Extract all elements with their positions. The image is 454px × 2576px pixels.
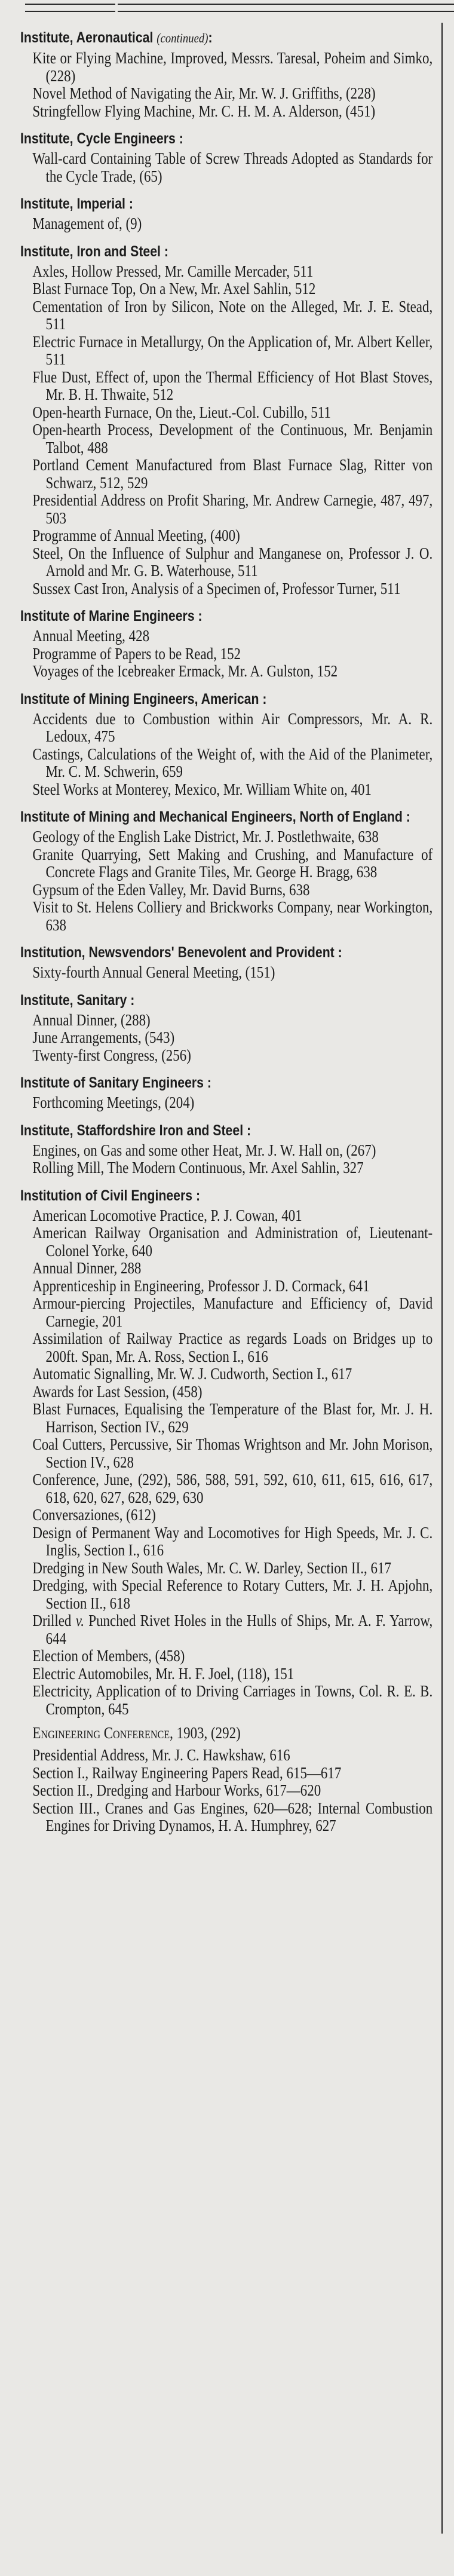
index-entry: Blast Furnace Top, On a New, Mr. Axel Sahlin, 512 bbox=[32, 280, 316, 298]
section-heading: Institute of Mining and Mechanical Engineers, North of England : bbox=[20, 808, 410, 825]
index-entry: Accidents due to Combustion within Air Compressors, Mr. A. R. Ledoux, 475 bbox=[32, 709, 433, 745]
heading-text: Institute of Marine Engineers bbox=[20, 608, 195, 624]
section-heading: Institute, Staffordshire Iron and Steel : bbox=[20, 1122, 251, 1139]
index-section bbox=[20, 243, 432, 598]
index-entry: Geology of the English Lake District, Mr. J. Postlethwaite, 638 bbox=[32, 828, 379, 846]
index-entry: Assimilation of Railway Practice as regards Loads on Bridges up to 200ft. Span, Mr. A. Ross, Section I., 616 bbox=[32, 1330, 433, 1365]
index-entry: Apprenticeship in Engineering, Professor J. D. Cormack, 641 bbox=[32, 1276, 370, 1295]
entry-italic: v. bbox=[75, 1612, 84, 1629]
index-entry: Visit to St. Helens Colliery and Brickworks Company, near Workington, 638 bbox=[32, 898, 433, 934]
index-entry: American Locomotive Practice, P. J. Cowan, 401 bbox=[32, 1206, 302, 1224]
index-entry: Presidential Address on Profit Sharing, Mr. Andrew Carnegie, 487, 497, 503 bbox=[32, 491, 433, 527]
index-entry: Wall-card Containing Table of Screw Threads Adopted as Standards for the Cycle Trade, (65) bbox=[32, 149, 433, 185]
index-entry: Electricity, Application of to Driving Carriages in Towns, Col. R. E. B. Crompton, 645 bbox=[32, 1682, 433, 1718]
index-entry: June Arrangements, (543) bbox=[32, 1028, 175, 1046]
index-entry: Automatic Signalling, Mr. W. J. Cudworth, Section I., 617 bbox=[32, 1365, 352, 1383]
index-entry: Conference, June, (292), 586, 588, 591, 592, 610, 611, 615, 616, 617, 618, 620, 627, 628, 629, 630 bbox=[32, 1471, 433, 1506]
index-entry bbox=[32, 1612, 432, 1647]
section-heading: Institute, Aeronautical (continued): bbox=[20, 29, 213, 46]
section-heading: Institute of Sanitary Engineers : bbox=[20, 1074, 211, 1091]
index-entry: Section I., Railway Engineering Papers Read, 615—617 bbox=[32, 1763, 342, 1782]
index-entry: Coal Cutters, Percussive, Sir Thomas Wrightson and Mr. John Morison, Section IV., 628 bbox=[32, 1435, 433, 1471]
index-section bbox=[20, 1187, 432, 1835]
index-section bbox=[20, 690, 432, 799]
index-entry: Granite Quarrying, Sett Making and Crushing, and Manufacture of Concrete Flags and Granite Tiles, Mr. George H. Bragg, 638 bbox=[32, 845, 433, 881]
index-section bbox=[20, 808, 432, 934]
index-entry: Programme of Annual Meeting, (400) bbox=[32, 526, 240, 544]
entry-text: Drilled bbox=[32, 1612, 76, 1629]
entry-text: Punched Rivet Holes in the Hulls of Ships, Mr. A. F. Yarrow, 644 bbox=[45, 1612, 433, 1647]
section-heading: Institute of Mining Engineers, American : bbox=[20, 690, 267, 707]
index-entry: Blast Furnaces, Equalising the Temperature of the Blast for, Mr. J. H. Harrison, Section IV., 629 bbox=[32, 1400, 433, 1436]
heading-text: Institute, Cycle Engineers bbox=[20, 130, 176, 147]
index-entry: Axles, Hollow Pressed, Mr. Camille Mercader, 511 bbox=[32, 262, 314, 280]
section-heading: Institution, Newsvendors' Benevolent and Provident : bbox=[20, 944, 342, 961]
heading-text: Institute of Mining and Mechanical Engineers, North of England bbox=[20, 808, 403, 825]
index-entry: Engines, on Gas and some other Heat, Mr. J. W. Hall on, (267) bbox=[32, 1141, 376, 1159]
index-entry: Stringfellow Flying Machine, Mr. C. H. M. A. Alderson, (451) bbox=[32, 102, 376, 120]
index-entry: Steel, On the Influence of Sulphur and Manganese on, Professor J. O. Arnold and Mr. G. B. Waterhouse, 511 bbox=[32, 544, 433, 580]
index-entry: Design of Permanent Way and Locomotives for High Speeds, Mr. J. C. Inglis, Section I., 616 bbox=[32, 1523, 433, 1559]
index-entry: Electric Furnace in Metallurgy, On the Application of, Mr. Albert Keller, 511 bbox=[32, 332, 433, 368]
top-rule bbox=[25, 4, 454, 5]
index-entry: Kite or Flying Machine, Improved, Messrs. Taresal, Poheim and Simko, (228) bbox=[32, 49, 433, 85]
heading-text: Institute of Mining Engineers, American bbox=[20, 690, 259, 707]
index-entry: Portland Cement Manufactured from Blast Furnace Slag, Ritter von Schwarz, 512, 529 bbox=[32, 456, 433, 492]
index-entry: Flue Dust, Effect of, upon the Thermal Efficiency of Hot Blast Stoves, Mr. B. H. Thwaite, 512 bbox=[32, 367, 433, 403]
index-entry: Forthcoming Meetings, (204) bbox=[32, 1094, 195, 1111]
index-entry: Sixty-fourth Annual General Meeting, (151) bbox=[32, 963, 275, 981]
heading-text: Institute, Staffordshire Iron and Steel bbox=[20, 1122, 244, 1139]
index-entry: Management of, (9) bbox=[32, 215, 142, 232]
subsection-heading bbox=[32, 1724, 432, 1742]
heading-note: (continued) bbox=[157, 30, 208, 45]
index-entry: Presidential Address, Mr. J. C. Hawkshaw, 616 bbox=[32, 1746, 290, 1764]
index-entry: Twenty-first Congress, (256) bbox=[32, 1046, 191, 1064]
index-entry: Conversaziones, (612) bbox=[32, 1506, 156, 1524]
index-section bbox=[20, 607, 432, 681]
index-entry: Section II., Dredging and Harbour Works, 617—620 bbox=[32, 1781, 321, 1799]
section-heading: Institute of Marine Engineers : bbox=[20, 608, 203, 624]
section-heading: Institute, Sanitary : bbox=[20, 991, 135, 1009]
index-section bbox=[20, 991, 432, 1065]
heading-text: Institution, Newsvendors' Benevolent and Provident bbox=[20, 944, 335, 961]
index-entry: Rolling Mill, The Modern Continuous, Mr. Axel Sahlin, 327 bbox=[32, 1159, 364, 1177]
index-entry: Open-hearth Process, Development of the Continuous, Mr. Benjamin Talbot, 488 bbox=[32, 421, 433, 457]
index-entry: Dredging in New South Wales, Mr. C. W. Darley, Section II., 617 bbox=[32, 1558, 391, 1577]
index-entry: Annual Meeting, 428 bbox=[32, 627, 150, 645]
index-section bbox=[20, 130, 432, 185]
heading-text: Institute, Aeronautical bbox=[20, 29, 154, 46]
index-entry: Awards for Last Session, (458) bbox=[32, 1382, 203, 1401]
index-column bbox=[20, 29, 432, 1835]
index-entry: Programme of Papers to be Read, 152 bbox=[32, 644, 241, 663]
index-entry: Electric Automobiles, Mr. H. F. Joel, (118), 151 bbox=[32, 1664, 295, 1683]
index-entry: Cementation of Iron by Silicon, Note on the Alleged, Mr. J. E. Stead, 511 bbox=[32, 297, 433, 333]
index-entry: American Railway Organisation and Administration of, Lieutenant-Colonel Yorke, 640 bbox=[32, 1224, 433, 1260]
index-entry: Voyages of the Icebreaker Ermack, Mr. A. Gulston, 152 bbox=[32, 662, 338, 680]
index-entry: Sussex Cast Iron, Analysis of a Specimen of, Professor Turner, 511 bbox=[32, 579, 401, 598]
index-entry: Gypsum of the Eden Valley, Mr. David Burns, 638 bbox=[32, 880, 310, 899]
index-entry: Annual Dinner, 288 bbox=[32, 1259, 142, 1277]
heading-text: Institute of Sanitary Engineers bbox=[20, 1074, 204, 1091]
index-section bbox=[20, 195, 432, 233]
heading-text: Institute, Iron and Steel bbox=[20, 243, 161, 260]
column-divider bbox=[441, 23, 443, 2534]
index-section bbox=[20, 1074, 432, 1112]
top-rule bbox=[25, 11, 454, 12]
index-entry: Novel Method of Navigating the Air, Mr. W. J. Griffiths, (228) bbox=[32, 84, 376, 102]
section-heading: Institution of Civil Engineers : bbox=[20, 1187, 201, 1204]
heading-text: Institution of Civil Engineers bbox=[20, 1187, 193, 1204]
heading-text: Institute, Imperial bbox=[20, 195, 125, 212]
index-section bbox=[20, 944, 432, 982]
index-entry: Section III., Cranes and Gas Engines, 620—628; Internal Combustion Engines for Driving Dynamos, H. A. Humphrey, 627 bbox=[32, 1799, 433, 1834]
rule-gap bbox=[115, 0, 118, 16]
index-entry: Dredging, with Special Reference to Rotary Cutters, Mr. J. H. Apjohn, Section II., 618 bbox=[32, 1576, 433, 1612]
subsection-rest: , 1903, (292) bbox=[170, 1724, 241, 1742]
index-entry: Steel Works at Monterey, Mexico, Mr. William White on, 401 bbox=[32, 780, 372, 798]
section-heading: Institute, Cycle Engineers : bbox=[20, 130, 183, 147]
index-entry: Election of Members, (458) bbox=[32, 1647, 185, 1665]
subsection-title: Engineering Conference bbox=[32, 1724, 170, 1742]
index-section bbox=[20, 29, 432, 120]
section-heading: Institute, Imperial : bbox=[20, 195, 133, 212]
heading-note-text: continued bbox=[160, 30, 205, 45]
index-entry: Open-hearth Furnace, On the, Lieut.-Col. Cubillo, 511 bbox=[32, 403, 331, 421]
section-heading: Institute, Iron and Steel : bbox=[20, 243, 168, 260]
index-section bbox=[20, 1122, 432, 1177]
index-entry: Armour-piercing Projectiles, Manufacture and Efficiency of, David Carnegie, 201 bbox=[32, 1294, 433, 1330]
heading-text: Institute, Sanitary bbox=[20, 991, 127, 1009]
index-list bbox=[20, 29, 432, 1835]
index-entry: Castings, Calculations of the Weight of, with the Aid of the Planimeter, Mr. C. M. Schwerin, 659 bbox=[32, 745, 433, 780]
index-entry: Annual Dinner, (288) bbox=[32, 1010, 151, 1029]
